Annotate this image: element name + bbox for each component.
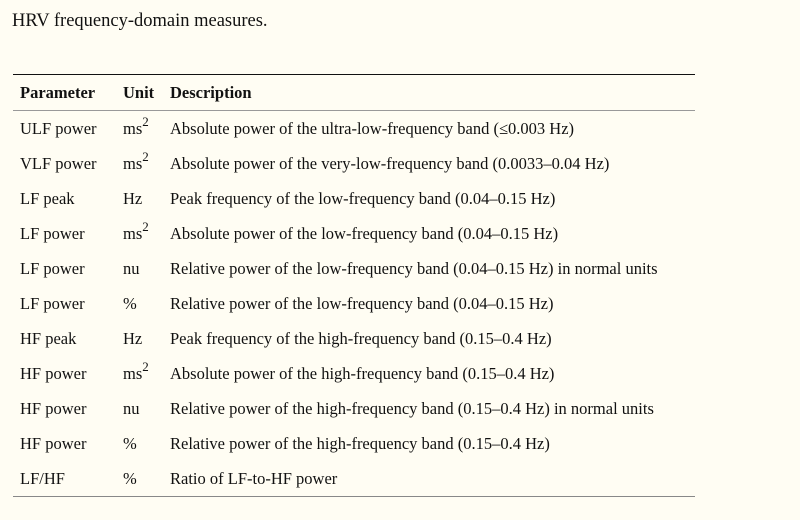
header-row — [13, 75, 695, 111]
cell-description: Absolute power of the very-low-frequency band (0.0033–0.04 Hz) — [170, 153, 610, 173]
unit-base: Hz — [123, 328, 143, 348]
table-row — [13, 356, 695, 391]
unit-base: nu — [123, 398, 140, 418]
cell-parameter: LF power — [20, 258, 85, 278]
cell-parameter: HF power — [20, 433, 87, 453]
table-row — [13, 461, 695, 497]
cell-unit — [123, 111, 170, 147]
cell-unit — [123, 286, 170, 321]
cell-unit — [123, 356, 170, 391]
table-row — [13, 426, 695, 461]
table-row — [13, 146, 695, 181]
table-row — [13, 391, 695, 426]
header-description: Description — [170, 82, 252, 102]
cell-parameter: LF peak — [20, 188, 75, 208]
table-row — [13, 216, 695, 251]
cell-parameter: ULF power — [20, 118, 97, 138]
cell-description: Absolute power of the ultra-low-frequency band (≤0.003 Hz) — [170, 118, 575, 138]
cell-unit — [123, 251, 170, 286]
cell-parameter: VLF power — [20, 153, 97, 173]
cell-description: Absolute power of the high-frequency band (0.15–0.4 Hz) — [170, 363, 555, 383]
unit-superscript: 2 — [142, 114, 149, 129]
cell-parameter: LF/HF — [20, 468, 65, 488]
cell-description: Ratio of LF-to-HF power — [170, 468, 338, 488]
cell-parameter: LF power — [20, 223, 85, 243]
table-caption: HRV frequency-domain measures. — [12, 11, 268, 31]
unit-superscript: 2 — [142, 359, 149, 374]
unit-base: ms — [123, 118, 143, 138]
cell-unit — [123, 461, 170, 497]
unit-base: % — [123, 293, 137, 313]
table-row — [13, 321, 695, 356]
cell-unit — [123, 321, 170, 356]
cell-description: Absolute power of the low-frequency band (0.04–0.15 Hz) — [170, 223, 559, 243]
unit-base: ms — [123, 363, 143, 383]
cell-unit — [123, 391, 170, 426]
unit-base: % — [123, 468, 137, 488]
hrv-measures-table-container — [13, 74, 695, 497]
unit-superscript: 2 — [142, 149, 149, 164]
cell-parameter: HF peak — [20, 328, 77, 348]
cell-description: Relative power of the high-frequency band (0.15–0.4 Hz) — [170, 433, 550, 453]
unit-base: ms — [123, 223, 143, 243]
table-row — [13, 111, 695, 147]
unit-base: nu — [123, 258, 140, 278]
unit-base: % — [123, 433, 137, 453]
cell-unit — [123, 146, 170, 181]
cell-description: Relative power of the low-frequency band (0.04–0.15 Hz) in normal units — [170, 258, 658, 278]
unit-superscript: 2 — [142, 219, 149, 234]
table-header — [13, 75, 695, 111]
hrv-measures-table — [13, 74, 695, 497]
cell-parameter: LF power — [20, 293, 85, 313]
cell-unit — [123, 216, 170, 251]
cell-description: Peak frequency of the high-frequency band (0.15–0.4 Hz) — [170, 328, 552, 348]
cell-unit — [123, 426, 170, 461]
table-row — [13, 181, 695, 216]
cell-description: Relative power of the high-frequency band (0.15–0.4 Hz) in normal units — [170, 398, 654, 418]
table-body — [13, 111, 695, 497]
cell-description: Peak frequency of the low-frequency band (0.04–0.15 Hz) — [170, 188, 556, 208]
cell-unit — [123, 181, 170, 216]
cell-description: Relative power of the low-frequency band (0.04–0.15 Hz) — [170, 293, 554, 313]
table-row — [13, 286, 695, 321]
header-unit: Unit — [123, 82, 155, 102]
unit-base: ms — [123, 153, 143, 173]
unit-base: Hz — [123, 188, 143, 208]
table-row — [13, 251, 695, 286]
cell-parameter: HF power — [20, 363, 87, 383]
cell-parameter: HF power — [20, 398, 87, 418]
header-parameter: Parameter — [20, 82, 96, 102]
